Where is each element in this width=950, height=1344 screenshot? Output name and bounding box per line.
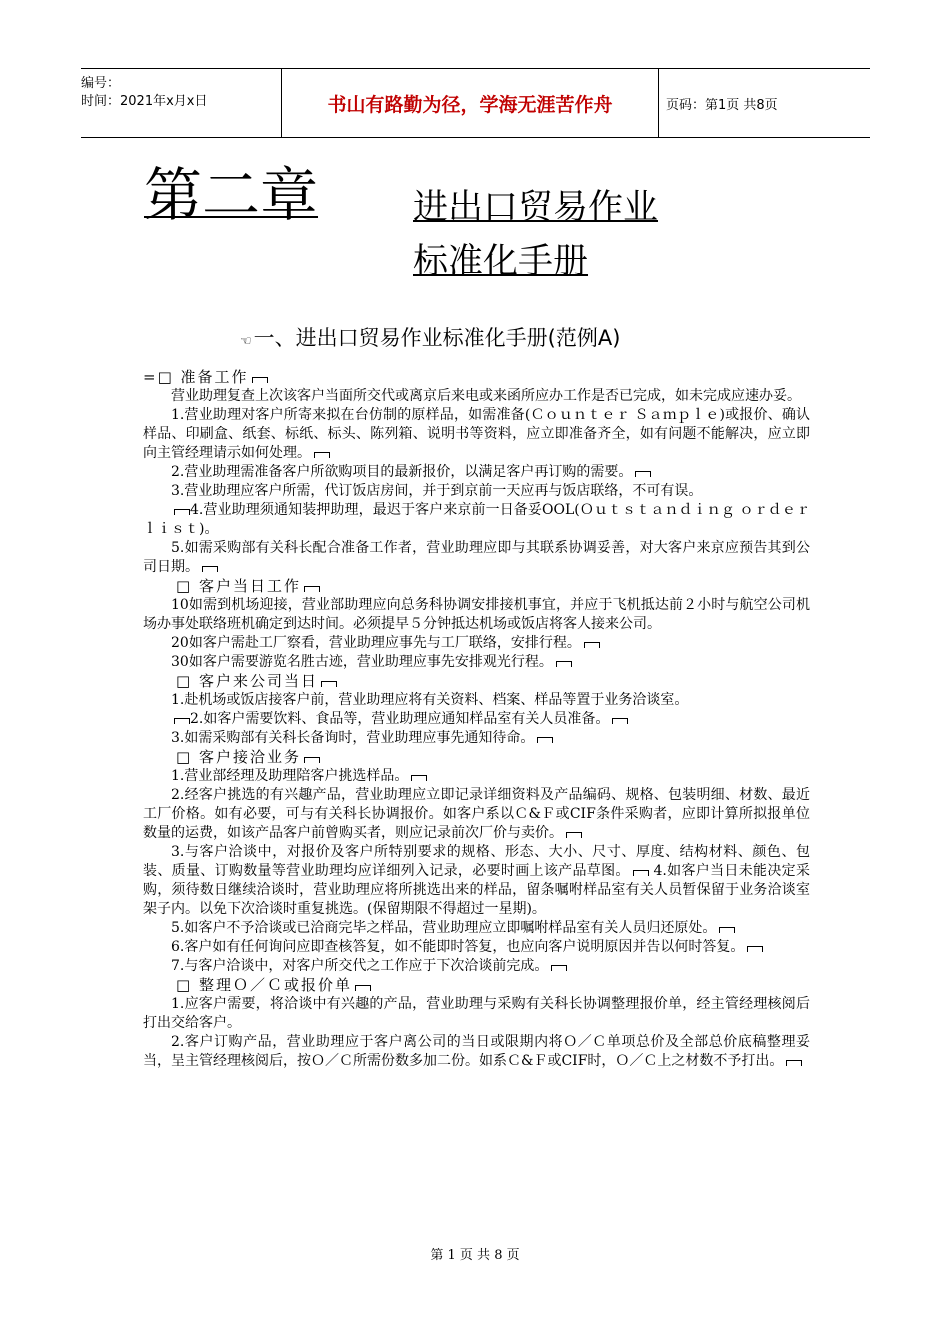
hand-pointer-icon: ☜ bbox=[240, 334, 252, 349]
heading-customer-day: □ 客户当日工作 bbox=[143, 577, 810, 596]
paragraph-mark-icon bbox=[612, 718, 628, 724]
paragraph: 5.如需采购部有关科长配合准备工作者，营业助理应即与其联系协调妥善，对大客户来京应预告其到公司日期。 bbox=[143, 540, 810, 575]
document-body bbox=[143, 368, 810, 1071]
paragraph: 4.营业助理须通知装押助理，最迟于客户来京前一日备妥OOL(Ｏｕｔｓｔａｎｄｉｎｇ ｏｒｄｅｒ ｌｉｓｔ)。 bbox=[143, 502, 810, 537]
paragraph-mark-icon bbox=[719, 927, 735, 933]
paragraph-mark-icon bbox=[202, 566, 218, 572]
paragraph: 30如客户需要游览名胜古迹，营业助理应事先安排观光行程。 bbox=[143, 653, 810, 672]
paragraph: 3.营业助理应客户所需，代订饭店房间，并于到京前一天应再与饭店联络，不可有误。 bbox=[171, 483, 703, 499]
paragraph-mark-icon bbox=[252, 377, 268, 383]
paragraph: 2.如客户需要饮料、食品等，营业助理应通知样品室有关人员准备。 bbox=[143, 710, 810, 729]
paragraph-mark-icon bbox=[633, 870, 649, 876]
paragraph-mark-icon bbox=[556, 661, 572, 667]
paragraph: 3.如需采购部有关科长备询时，营业助理应事先通知待命。 bbox=[143, 729, 810, 748]
chapter-subtitle-line2: 标准化手册 bbox=[413, 242, 589, 282]
paragraph-mark-icon bbox=[174, 509, 190, 515]
paragraph-mark-icon bbox=[321, 681, 337, 687]
header-page-label: 页码：第1页 共8页 bbox=[666, 97, 778, 113]
paragraph-mark-icon bbox=[747, 946, 763, 952]
header-motto: 书山有路勤为径，学海无涯苦作舟 bbox=[281, 69, 659, 137]
page-footer: 第 1 页 共 8 页 bbox=[430, 1248, 520, 1263]
paragraph: 1.营业部经理及助理陪客户挑选样品。 bbox=[143, 767, 810, 786]
heading-preparation: =□ 准备工作 bbox=[143, 368, 810, 387]
paragraph-mark-icon bbox=[786, 1060, 802, 1066]
section-title-text: 一、进出口贸易作业标准化手册(范例A) bbox=[253, 326, 621, 350]
time-label: 时间：2021年x月x日 bbox=[81, 94, 208, 109]
paragraph: 营业助理复查上次该客户当面所交代或离京后来电或来函所应办工作是否已完成，如未完成应速办妥。 bbox=[171, 388, 801, 404]
heading-order-quote: □ 整理Ｏ／Ｃ或报价单 bbox=[143, 976, 810, 995]
number-label: 编号： bbox=[81, 76, 121, 91]
page-header bbox=[81, 68, 870, 138]
paragraph: 2.营业助理需准备客户所欲购项目的最新报价，以满足客户再订购的需要。 bbox=[143, 463, 810, 482]
chapter-subtitle-line1: 进出口贸易作业 bbox=[413, 188, 659, 228]
paragraph: 5.如客户不予洽谈或已洽商完毕之样品，营业助理应立即嘱咐样品室有关人员归还原处。 bbox=[143, 919, 810, 938]
paragraph-mark-icon bbox=[566, 832, 582, 838]
paragraph-mark-icon bbox=[584, 642, 600, 648]
paragraph: 6.客户如有任何询问应即查核答复，如不能即时答复，也应向客户说明原因并告以何时答复。 bbox=[143, 938, 810, 957]
paragraph-mark-icon bbox=[355, 985, 371, 991]
paragraph-mark-icon bbox=[411, 775, 427, 781]
chapter-title: 第二章 bbox=[144, 161, 319, 229]
paragraph-mark-icon bbox=[537, 737, 553, 743]
paragraph: 7.与客户洽谈中，对客户所交代之工作应于下次洽谈前完成。 bbox=[143, 957, 810, 976]
paragraph-mark-icon bbox=[304, 757, 320, 763]
paragraph-mark-icon bbox=[304, 586, 320, 592]
paragraph: 1.应客户需要，将洽谈中有兴趣的产品，营业助理与采购有关科长协调整理报价单，经主管经理核阅后打出交给客户。 bbox=[143, 996, 810, 1031]
heading-customer-visit: □ 客户来公司当日 bbox=[143, 672, 810, 691]
paragraph: 1.赴机场或饭店接客户前，营业助理应将有关资料、档案、样品等置于业务洽谈室。 bbox=[171, 692, 689, 708]
paragraph: 1.营业助理对客户所寄来拟在台仿制的原样品，如需准备(Ｃｏｕｎｔｅｒ Ｓａｍｐｌｅ)或报价、确认样品、印刷盒、纸套、标纸、标头、陈列箱、说明书等资料，应立即准备齐全，如有问题不能解决，应立即向主管经理请示如何处理。 bbox=[143, 407, 810, 461]
paragraph-mark-icon bbox=[551, 965, 567, 971]
paragraph-mark-icon bbox=[314, 452, 330, 458]
paragraph: 20如客户需赴工厂察看，营业助理应事先与工厂联络，安排行程。 bbox=[143, 634, 810, 653]
paragraph: 2.经客户挑选的有兴趣产品，营业助理应立即记录详细资料及产品编码、规格、包装明细、材数、最近工厂价格。如有必要，可与有关科长协调报价。如客户系以Ｃ&Ｆ或CIF条件采购者，应即计算所拟报单位数量的运费，如该产品客户前曾购买者，则应记录前次厂价与卖价。 bbox=[143, 787, 810, 841]
header-meta bbox=[81, 69, 281, 137]
section-title bbox=[240, 322, 620, 352]
paragraph: 3.与客户洽谈中，对报价及客户所特别要求的规格、形态、大小、尺寸、厚度、结构材料、颜色、包装、质量、订购数量等营业助理均应详细列入记录，必要时画上该产品草图。 4.如客户当日未能决定采购，须待数日继续洽谈时，营业助理应将所挑选出来的样品，留条嘱咐样品室有关人员暂保留于业务洽谈室架子内。以免下次洽谈时重复挑选。(保留期限不得超过一星期)。 bbox=[143, 844, 810, 917]
heading-business: □ 客户接洽业务 bbox=[143, 748, 810, 767]
paragraph-mark-icon bbox=[635, 471, 651, 477]
paragraph: 2.客户订购产品，营业助理应于客户离公司的当日或限期内将Ｏ／Ｃ单项总价及全部总价底稿整理妥当，呈主管经理核阅后，按Ｏ／Ｃ所需份数多加二份。如系Ｃ&Ｆ或CIF时，Ｏ／Ｃ上之材数不予打出。 bbox=[143, 1034, 810, 1069]
paragraph-mark-icon bbox=[174, 718, 190, 724]
paragraph: 10如需到机场迎接，营业部助理应向总务科协调安排接机事宜，并应于飞机抵达前２小时与航空公司机场办事处联络班机确定到达时间。必须提早５分钟抵达机场或饭店将客人接来公司。 bbox=[143, 597, 810, 632]
